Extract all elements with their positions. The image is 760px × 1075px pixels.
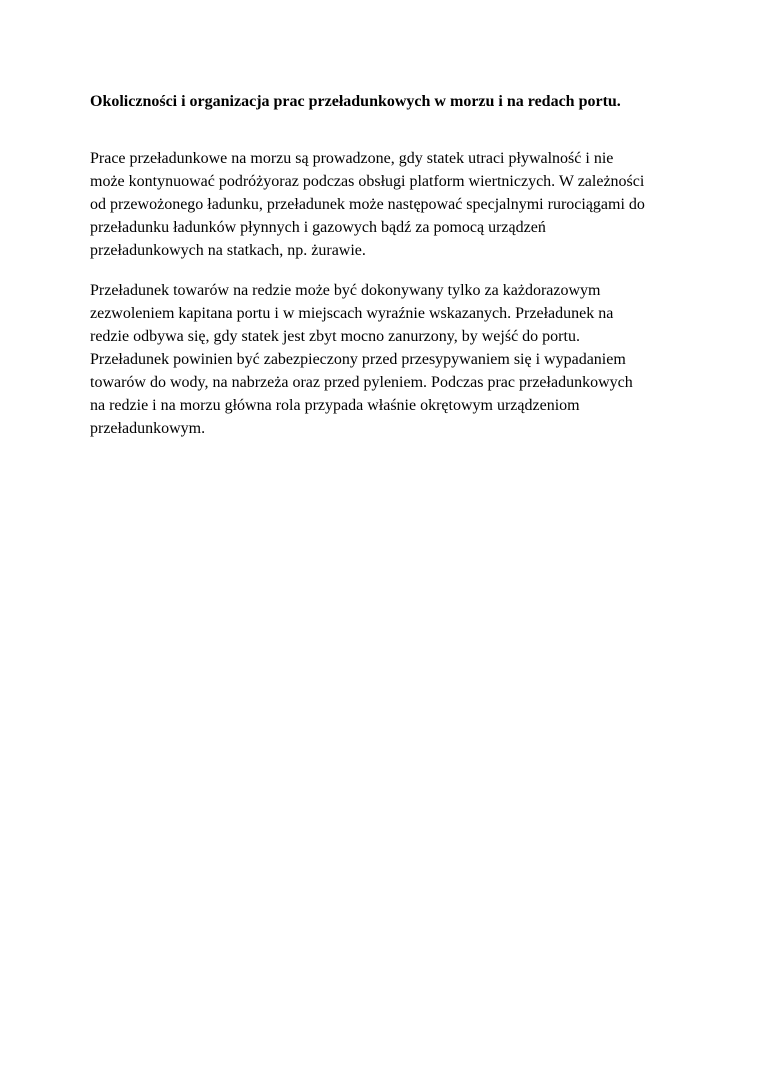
paragraph-line: od przewożonego ładunku, przeładunek może następować specjalnymi rurociągami do xyxy=(90,196,645,213)
paragraph-line: Przeładunek towarów na redzie może być dokonywany tylko za każdorazowym xyxy=(90,282,601,299)
paragraph-line: może kontynuować podróżyoraz podczas obsługi platform wiertniczych. W zależności xyxy=(90,173,645,190)
paragraph-line: towarów do wody, na nabrzeża oraz przed pyleniem. Podczas prac przeładunkowych xyxy=(90,374,633,391)
paragraph-line: redzie odbywa się, gdy statek jest zbyt mocno zanurzony, by wejść do portu. xyxy=(90,328,580,345)
paragraph-line: zezwoleniem kapitana portu i w miejscach wyraźnie wskazanych. Przeładunek na xyxy=(90,305,614,322)
paragraph-line: Prace przeładunkowe na morzu są prowadzone, gdy statek utraci pływalność i nie xyxy=(90,150,614,167)
paragraph-offshore-transshipment xyxy=(90,147,645,262)
paragraph-line: przeładunku ładunków płynnych i gazowych bądź za pomocą urządzeń xyxy=(90,219,546,236)
document-title: Okoliczności i organizacja prac przeładunkowych w morzu i na redach portu. xyxy=(90,93,621,110)
paragraph-line: przeładunkowych na statkach, np. żurawie. xyxy=(90,242,366,259)
paragraph-line: na redzie i na morzu główna rola przypada właśnie okrętowym urządzeniom xyxy=(90,397,580,414)
paragraph-roadstead-transshipment xyxy=(90,279,633,440)
paragraph-line: Przeładunek powinien być zabezpieczony przed przesypywaniem się i wypadaniem xyxy=(90,351,626,368)
paragraph-line: przeładunkowym. xyxy=(90,420,206,437)
